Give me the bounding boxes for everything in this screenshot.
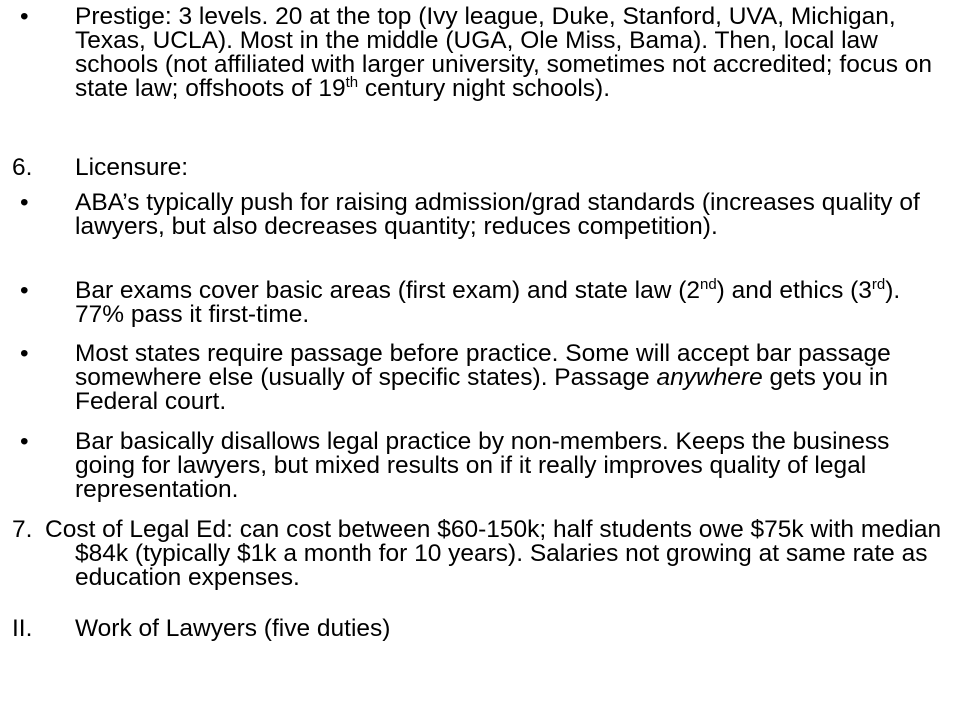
bullet-marker: •	[20, 277, 29, 304]
text-run: gets you in Federal court.	[75, 364, 889, 415]
number-marker: 6.	[12, 154, 33, 181]
emphasis: anywhere	[656, 364, 763, 391]
text-run: Prestige: 3 levels. 20 at the top (Ivy league, Duke, Stanford, UVA, Michigan, Texas, UCLA). Most in the middle (UGA, Ole Miss, Bama). Then, local law schools (not affiliated with larger university, sometimes not accredited; focus on state law; offshoots of 19	[75, 3, 932, 102]
superscript: th	[345, 74, 359, 91]
list-item-work-of-lawyers	[12, 617, 952, 641]
item-text	[75, 342, 955, 414]
item-text	[45, 516, 955, 591]
list-item-licensure	[12, 156, 952, 180]
superscript: rd	[871, 276, 886, 293]
number-marker: 7.	[12, 516, 33, 543]
text-run: can cost between $60-150k; half students owe $75k with median $84k (typically $1k a month for 10 years). Salaries not growing at same rate as education expenses.	[75, 516, 942, 591]
list-item-passage	[12, 342, 952, 414]
item-text	[75, 5, 955, 101]
text-run: Bar exams cover basic areas (first exam) and state law (2	[75, 277, 700, 304]
item-text	[75, 276, 955, 328]
item-text: Licensure:	[75, 154, 189, 181]
list-item-aba-standards	[12, 191, 952, 239]
text-run: century night schools).	[358, 75, 611, 102]
item-text: ABA’s typically push for raising admission/grad standards (increases quality of lawyers, but also decreases quantity; reduces competition).	[75, 189, 920, 240]
text-run: Cost of Legal Ed:	[45, 516, 233, 543]
text-run: ) and ethics (3	[716, 277, 872, 304]
list-item-prestige	[12, 5, 952, 101]
text-run: Most states require passage before practice. Some will accept bar passage somewhere else (usually of specific states). Passage	[75, 340, 891, 391]
bullet-marker: •	[20, 189, 29, 216]
list-item-bar-disallows	[12, 430, 952, 502]
superscript: nd	[699, 276, 717, 293]
text-run: ). 77% pass it first-time.	[75, 277, 901, 328]
list-item-cost	[12, 518, 952, 590]
item-text: Work of Lawyers (five duties)	[75, 615, 391, 642]
item-text: Bar basically disallows legal practice by non-members. Keeps the business going for lawyers, but mixed results on if it really improves quality of legal representation.	[75, 428, 890, 503]
number-marker: II.	[12, 615, 33, 642]
bullet-marker: •	[20, 428, 29, 455]
bullet-marker: •	[20, 340, 29, 367]
bullet-marker: •	[20, 3, 29, 30]
list-item-bar-exams	[12, 276, 952, 328]
